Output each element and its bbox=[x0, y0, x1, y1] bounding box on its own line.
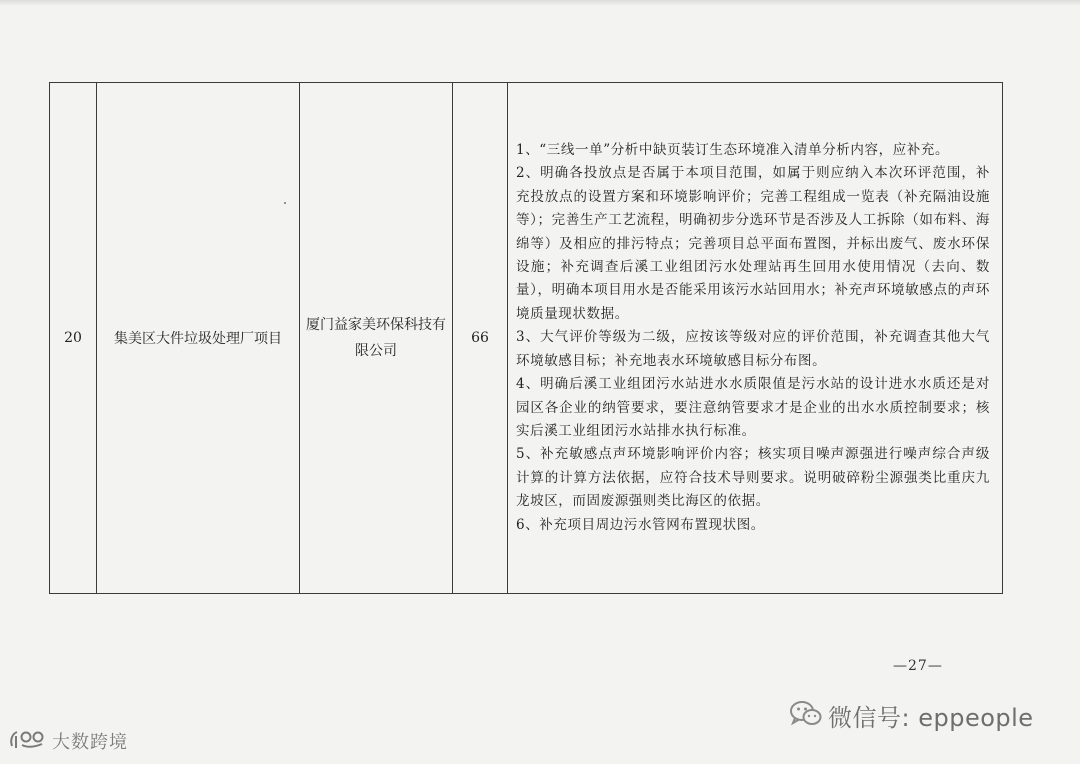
brand-watermark bbox=[8, 728, 128, 754]
review-table bbox=[49, 82, 1003, 594]
opinion-item: 4、明确后溪工业组团污水站进水水质限值是污水站的设计进水水质还是对园区各企业的纳管要求，要注意纳管要求才是企业的出水水质控制要求；核实后溪工业组团污水站排水执行标准。 bbox=[516, 376, 990, 439]
company-cell bbox=[300, 83, 453, 594]
scan-speck bbox=[284, 202, 286, 204]
opinion-item: 6、补充项目周边污水管网布置现状图。 bbox=[516, 516, 765, 533]
row-number-cell bbox=[50, 83, 97, 594]
opinion-item: 2、明确各投放点是否属于本项目范围，如属于则应纳入本次环评范围，补充投放点的设置方案和环境影响评价；完善工程组成一览表（补充隔油设施等）；完善生产工艺流程，明确初步分选环节是否涉及人工拆除（如布料、海绵等）及相应的排污特点；完善项目总平面布置图，并标出废气、废水环保设施；补充调查后溪工业组团污水处理站再生回用水使用情况（去向、数量），明确本项目用水是否能采用该污水站回用水；补充声环境敏感点的声环境质量现状数据。 bbox=[516, 165, 990, 322]
opinions-cell bbox=[508, 83, 1003, 594]
project-name: 集美区大件垃圾处理厂项目 bbox=[114, 331, 282, 347]
opinion-item: 1、“三线一单”分析中缺页装订生态环境准入清单分析内容，应补充。 bbox=[516, 142, 950, 159]
count-value: 66 bbox=[471, 330, 489, 346]
table-row bbox=[50, 83, 1003, 594]
brand-logo-icon bbox=[8, 728, 48, 754]
page-number: —27— bbox=[893, 658, 943, 674]
opinion-item: 3、大气评价等级为二级，应按该等级对应的评价范围，补充调查其他大气环境敏感目标；补充地表水环境敏感目标分布图。 bbox=[516, 329, 990, 369]
project-name-cell bbox=[97, 83, 300, 594]
wechat-id: 微信号: eppeople bbox=[828, 704, 1034, 732]
brand-name: 大数跨境 bbox=[52, 732, 128, 753]
wechat-watermark bbox=[790, 698, 1034, 733]
row-number: 20 bbox=[64, 330, 82, 346]
count-cell bbox=[453, 83, 508, 594]
opinion-item: 5、补充敏感点声环境影响评价内容；核实项目噪声源强进行噪声综合声级计算的计算方法依据，应符合技术导则要求。说明破碎粉尘源强类比重庆九龙坡区，而固废源强则类比海区的依据。 bbox=[516, 446, 990, 510]
page-top-shadow bbox=[0, 0, 1080, 6]
company-name: 厦门益家美环保科技有限公司 bbox=[306, 317, 446, 359]
opinion-list bbox=[516, 139, 990, 537]
wechat-icon bbox=[790, 700, 822, 732]
